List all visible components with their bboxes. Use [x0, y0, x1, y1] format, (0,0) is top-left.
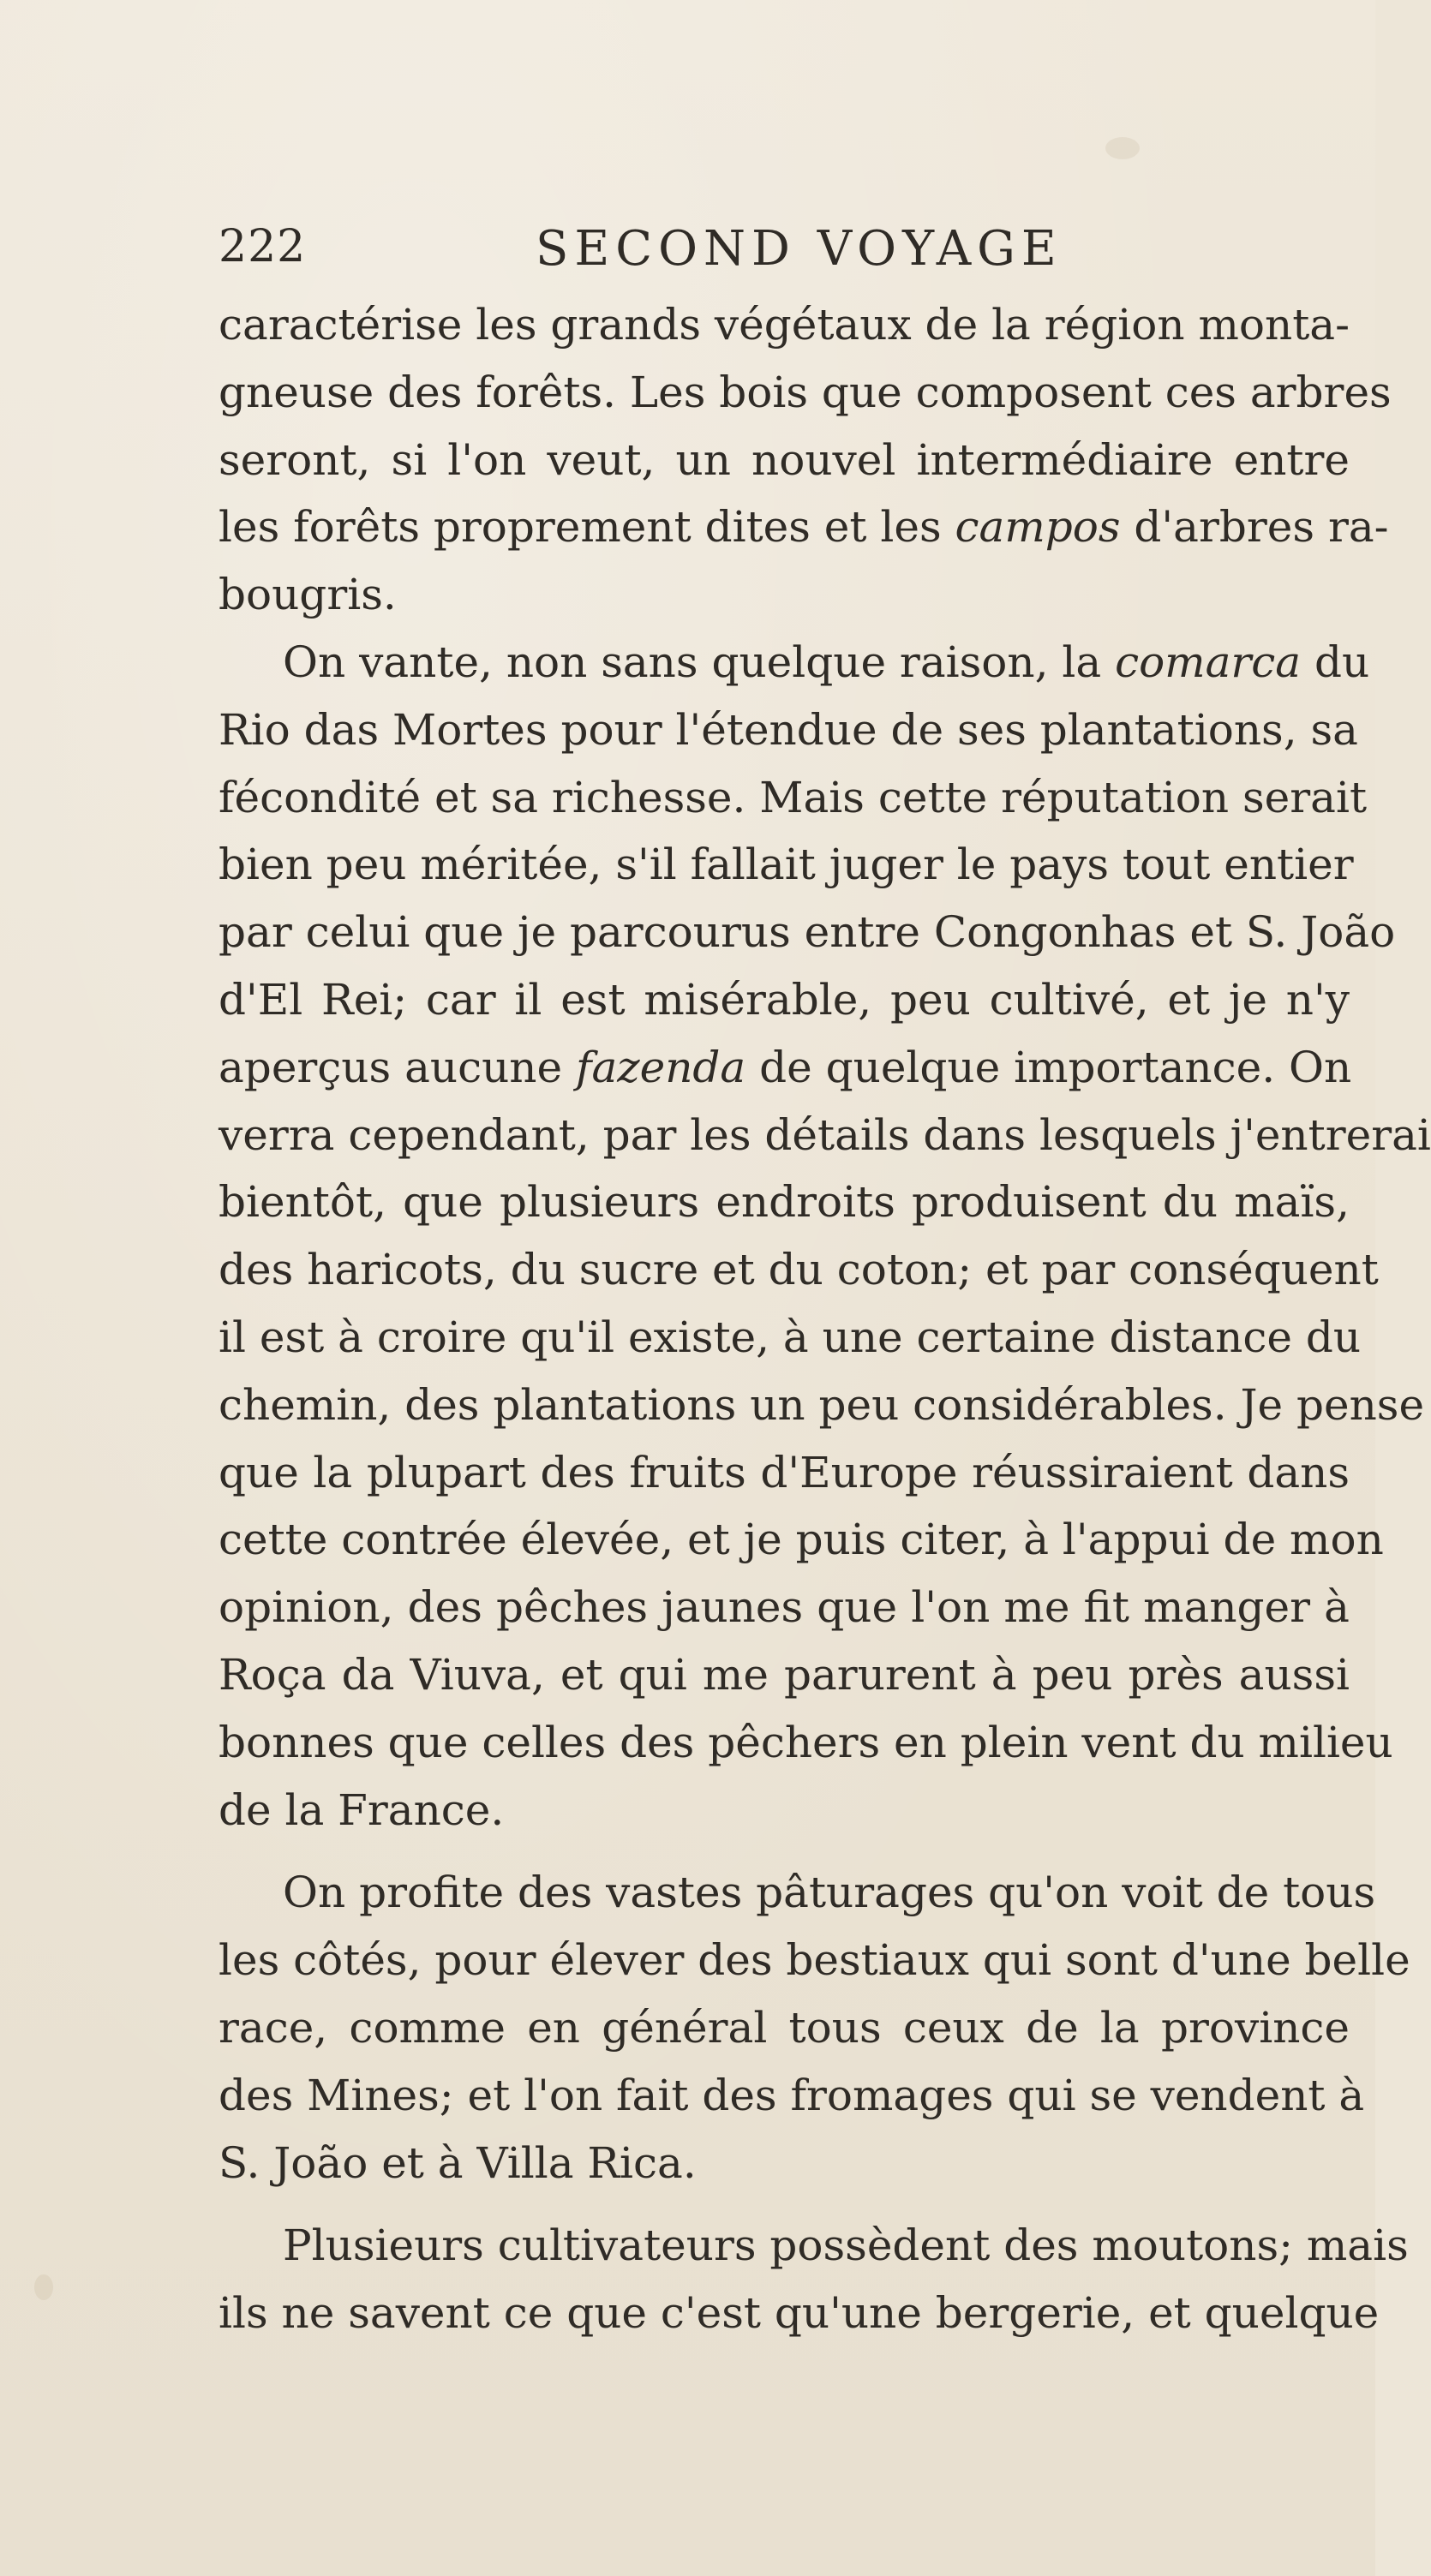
text-line: cette contrée élevée, et je puis citer, à l'appui de mon — [219, 1515, 1384, 1565]
text-line: par celui que je parcourus entre Congonhas et S. João — [219, 907, 1396, 958]
italic-term: fazenda — [575, 1042, 746, 1092]
running-head: SECOND VOYAGE — [536, 221, 1063, 277]
page-header — [219, 221, 1358, 281]
text-line: de la France. — [219, 1784, 505, 1835]
text-line: race, comme en général tous ceux de la province — [219, 2002, 1350, 2053]
text-line: bien peu méritée, s'il fallait juger le pays tout entier — [219, 840, 1354, 890]
text-line: d'El Rei; car il est misérable, peu cultivé, et je n'y — [219, 974, 1350, 1025]
paper-stain — [1105, 137, 1140, 159]
text-line: caractérise les grands végétaux de la région monta- — [219, 300, 1350, 350]
paragraph-first-line: On vante, non sans quelque raison, la comarca du — [283, 637, 1370, 687]
text-line: des haricots, du sucre et du coton; et par conséquent — [219, 1245, 1379, 1295]
page-number: 222 — [219, 221, 307, 272]
text-line: S. João et à Villa Rica. — [219, 2137, 697, 2188]
paper-stain — [34, 2274, 53, 2300]
text-line: bonnes que celles des pêchers en plein vent du milieu — [219, 1717, 1393, 1767]
body-text — [219, 291, 1431, 2347]
text-line: aperçus aucune fazenda de quelque importance. On — [219, 1042, 1352, 1092]
italic-term: comarca — [1115, 637, 1302, 687]
text-line: seront, si l'on veut, un nouvel intermédiaire entre — [219, 434, 1350, 485]
text-line: Rio das Mortes pour l'étendue de ses plantations, sa — [219, 704, 1358, 755]
text-line: il est à croire qu'il existe, à une certaine distance du — [219, 1312, 1362, 1362]
text-line: bientôt, que plusieurs endroits produisent du maïs, — [219, 1177, 1350, 1228]
text-line: opinion, des pêches jaunes que l'on me fit manger à — [219, 1582, 1350, 1633]
text-line: les côtés, pour élever des bestiaux qui sont d'une belle — [219, 1935, 1410, 1986]
text-line: fécondité et sa richesse. Mais cette réputation serait — [219, 772, 1368, 822]
text-line: Roça da Viuva, et qui me parurent à peu près aussi — [219, 1649, 1350, 1700]
text-line: que la plupart des fruits d'Europe réussiraient dans — [219, 1447, 1350, 1497]
text-line: chemin, des plantations un peu considérables. Je pense — [219, 1379, 1425, 1430]
paragraph-first-line: Plusieurs cultivateurs possèdent des moutons; mais — [283, 2220, 1409, 2271]
text-line: les forêts proprement dites et les campos d'arbres ra- — [219, 502, 1389, 553]
text-line: des Mines; et l'on fait des fromages qui se vendent à — [219, 2070, 1365, 2120]
text-line: verra cependant, par les détails dans lesquels j'entrerai — [219, 1109, 1431, 1160]
paragraph-first-line: On profite des vastes pâturages qu'on voit de tous — [283, 1868, 1376, 1918]
text-line: ils ne savent ce que c'est qu'une bergerie, et quelque — [219, 2288, 1380, 2339]
text-line: gneuse des forêts. Les bois que composent ces arbres — [219, 367, 1392, 417]
italic-term: campos — [955, 502, 1121, 553]
text-line: bougris. — [219, 570, 397, 620]
